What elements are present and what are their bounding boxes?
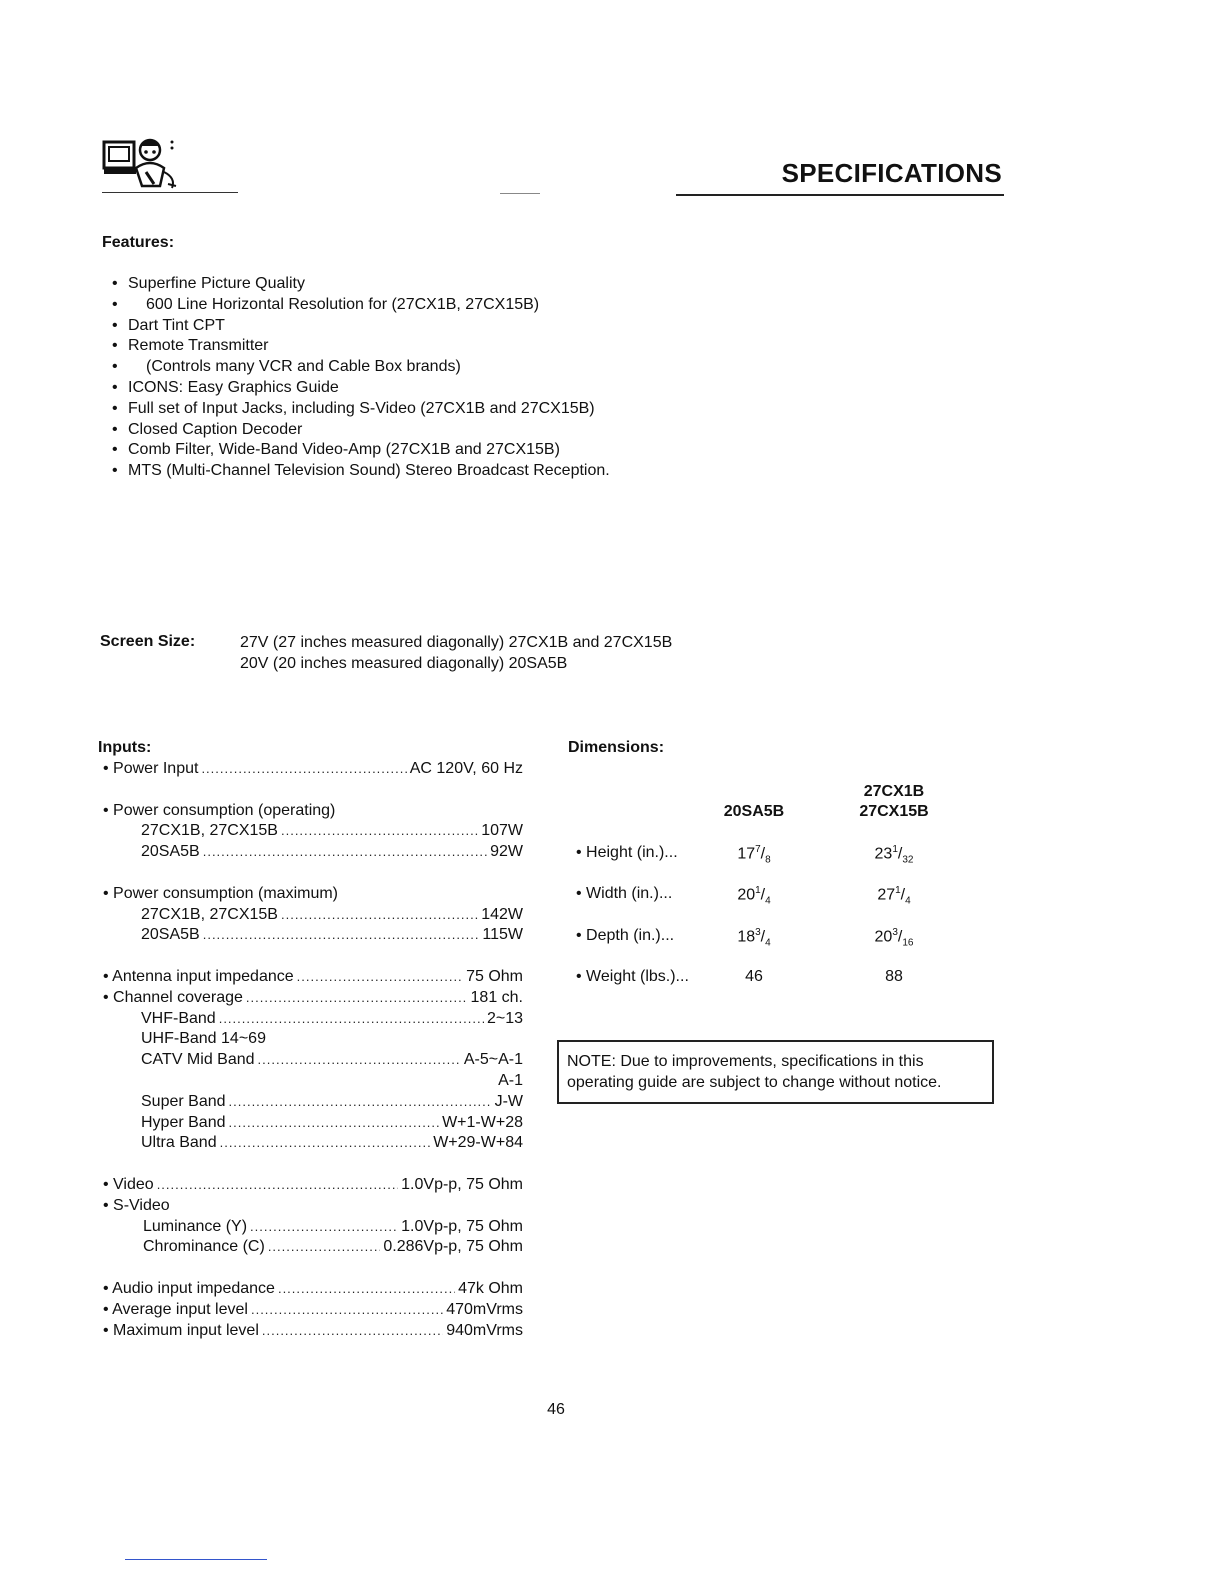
screen-size-line: 27V (27 inches measured diagonally) 27CX1B and 27CX15B: [240, 634, 673, 651]
spec-row: A-1: [498, 1071, 523, 1089]
technician-tv-logo-icon: [102, 128, 210, 192]
page-title: SPECIFICATIONS: [781, 158, 1002, 188]
dimensions-table: [576, 783, 996, 998]
dimensions-label: Dimensions:: [568, 739, 665, 756]
header-rule: [102, 192, 238, 193]
dimension-row: • Height (in.)... $17^7/_8$ $23^1/_{32}$: [576, 844, 914, 866]
spec-row: 20SA5B ..... 92W: [103, 843, 523, 864]
spec-row: • Audio input impedance ..... 47k Ohm: [103, 1280, 523, 1301]
spec-row: • Power consumption (maximum): [103, 884, 338, 902]
screen-size-line: 20V (20 inches measured diagonally) 20SA5B: [240, 654, 568, 672]
column-header: 20SA5B: [723, 803, 785, 820]
dimension-row: • Width (in.)... $20^1/_4$ $27^1/_4$: [576, 885, 911, 907]
spec-row: Ultra Band ..... W+29-W+84: [103, 1134, 523, 1155]
spec-row: • Power Input ..... AC 120V, 60 Hz: [103, 760, 523, 781]
page-number: 46: [547, 1401, 565, 1418]
inputs-specs: [103, 760, 523, 1342]
spec-row: Chrominance (C) ..... 0.286Vp-p, 75 Ohm: [103, 1238, 523, 1259]
spec-row: UHF-Band 14~69: [141, 1030, 266, 1048]
screen-size-values: [240, 633, 672, 675]
list-item: • Superfine Picture Quality: [112, 274, 610, 295]
features-list: [112, 274, 610, 482]
column-header: 27CX15B: [859, 803, 929, 820]
spec-row: • Video ..... 1.0Vp-p, 75 Ohm: [103, 1176, 523, 1197]
screen-size-label: Screen Size:: [100, 633, 196, 650]
footer-rule: [125, 1559, 267, 1560]
inputs-label: Inputs:: [98, 739, 152, 756]
column-header: 27CX1B: [863, 783, 925, 800]
list-item: • Remote Transmitter: [112, 336, 610, 357]
list-item: • Closed Caption Decoder: [112, 420, 610, 441]
list-item: • Dart Tint CPT: [112, 316, 610, 337]
spec-row: • Power consumption (operating): [103, 801, 336, 819]
list-item-sub: • (Controls many VCR and Cable Box brands): [112, 357, 610, 378]
spec-row: • Antenna input impedance ..... 75 Ohm: [103, 968, 523, 989]
spec-row: • S-Video: [103, 1196, 170, 1214]
note-box: NOTE: Due to improvements, specifications in this operating guide are subject to change without notice.: [557, 1040, 994, 1104]
spec-row: • Maximum input level ..... 940mVrms: [103, 1322, 523, 1343]
list-item: • ICONS: Easy Graphics Guide: [112, 378, 610, 399]
dimension-row: • Depth (in.)... $18^3/_4$ $20^3/_{16}$: [576, 927, 914, 949]
spec-row: 20SA5B ..... 115W: [103, 926, 523, 947]
header-rule: [676, 194, 1004, 196]
spec-row: Hyper Band ..... W+1-W+28: [103, 1114, 523, 1135]
features-label: Features:: [102, 234, 175, 251]
list-item: • MTS (Multi-Channel Television Sound) Stereo Broadcast Reception.: [112, 461, 610, 482]
spec-row: CATV Mid Band ..... A-5~A-1: [103, 1051, 523, 1072]
dimension-row: • Weight (lbs.)... 46 88: [576, 968, 903, 985]
spec-row: • Channel coverage ..... 181 ch.: [103, 989, 523, 1010]
list-item: • Comb Filter, Wide-Band Video-Amp (27CX1B and 27CX15B): [112, 440, 610, 461]
spec-row: 27CX1B, 27CX15B ..... 142W: [103, 906, 523, 927]
spec-row: 27CX1B, 27CX15B ..... 107W: [103, 822, 523, 843]
spec-row: • Average input level ..... 470mVrms: [103, 1301, 523, 1322]
list-item: • Full set of Input Jacks, including S-Video (27CX1B and 27CX15B): [112, 399, 610, 420]
list-item-sub: • 600 Line Horizontal Resolution for (27CX1B, 27CX15B): [112, 295, 610, 316]
spec-row: Super Band ..... J-W: [103, 1093, 523, 1114]
spec-row: VHF-Band ..... 2~13: [103, 1010, 523, 1031]
spec-row: Luminance (Y) ..... 1.0Vp-p, 75 Ohm: [103, 1218, 523, 1239]
header-rule: [500, 193, 540, 194]
